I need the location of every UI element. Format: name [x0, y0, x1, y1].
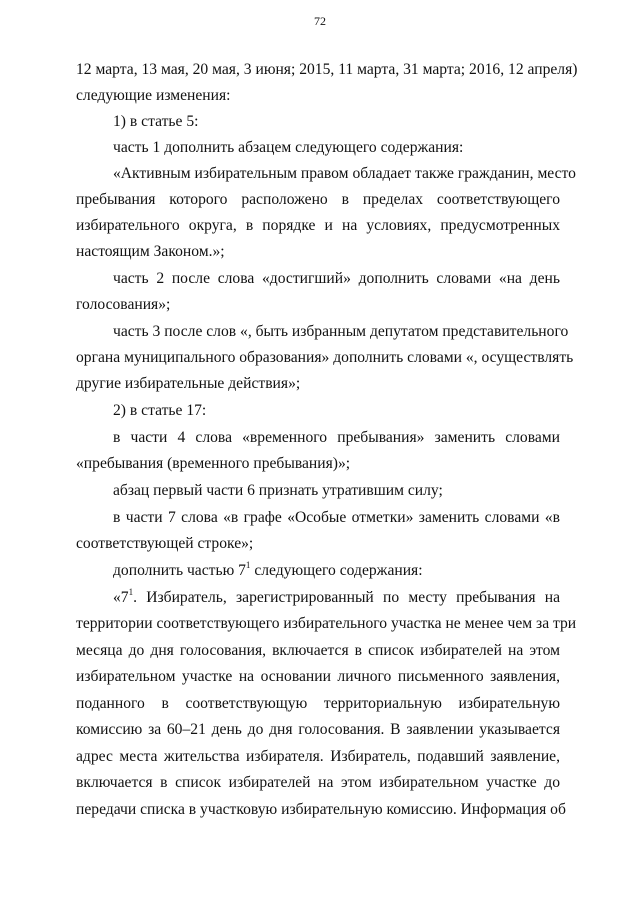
text-line: пребывания которого расположено в пределах соответствующего	[76, 191, 560, 208]
text-line: абзац первый части 6 признать утратившим силу;	[113, 482, 443, 499]
text-line: часть 1 дополнить абзацем следующего содержания:	[113, 139, 464, 156]
text-line: избирательного округа, в порядке и на условиях, предусмотренных	[76, 217, 560, 234]
text-line: другие избирательные действия»;	[76, 375, 301, 392]
text-line: «Активным избирательным правом обладает также гражданин, место	[113, 165, 576, 182]
page-number: 72	[314, 14, 326, 28]
text-line: настоящим Законом.»;	[76, 243, 225, 260]
superscript: 1	[128, 586, 134, 597]
text-line: комиссию за 60–21 день до дня голосования. В заявлении указывается	[76, 721, 560, 738]
text-line: голосования»;	[76, 296, 171, 313]
text-line: дополнить частью $7^1$ следующего содержания:	[113, 559, 423, 579]
text-line: соответствующей строке»;	[76, 535, 254, 552]
text-line: включается в список избирателей на этом избирательном участке до	[76, 774, 560, 791]
text-line: «$7^1$. Избиратель, зарегистрированный по месту пребывания на	[113, 586, 560, 606]
text-line: территории соответствующего избирательного участка не менее чем за три	[76, 615, 577, 632]
text-line: часть 3 после слов «, быть избранным депутатом представительного	[113, 323, 569, 340]
text-line: часть 2 после слова «достигший» дополнить словами «на день	[113, 270, 560, 287]
text-line: в части 4 слова «временного пребывания» заменить словами	[113, 429, 560, 446]
text-line: «пребывания (временного пребывания)»;	[76, 455, 351, 472]
text-line: органа муниципального образования» дополнить словами «, осуществлять	[76, 349, 574, 366]
superscript: 1	[245, 559, 251, 570]
text-line: адрес места жительства избирателя. Избиратель, подавший заявление,	[76, 748, 560, 765]
text-line: месяца до дня голосования, включается в список избирателей на этом	[76, 642, 560, 659]
text-line: 2) в статье 17:	[113, 402, 207, 419]
text-line: 12 марта, 13 мая, 20 мая, 3 июня; 2015, 11 марта, 31 марта; 2016, 12 апреля)	[76, 61, 578, 78]
text-line: поданного в соответствующую территориальную избирательную	[76, 695, 560, 712]
text-line: передачи списка в участковую избирательную комиссию. Информация об	[76, 801, 566, 818]
text-line: следующие изменения:	[76, 87, 231, 104]
text-line: в части 7 слова «в графе «Особые отметки» заменить словами «в	[113, 509, 560, 526]
text-line: 1) в статье 5:	[113, 113, 199, 130]
text-line: избирательном участке на основании личного письменного заявления,	[76, 668, 560, 685]
